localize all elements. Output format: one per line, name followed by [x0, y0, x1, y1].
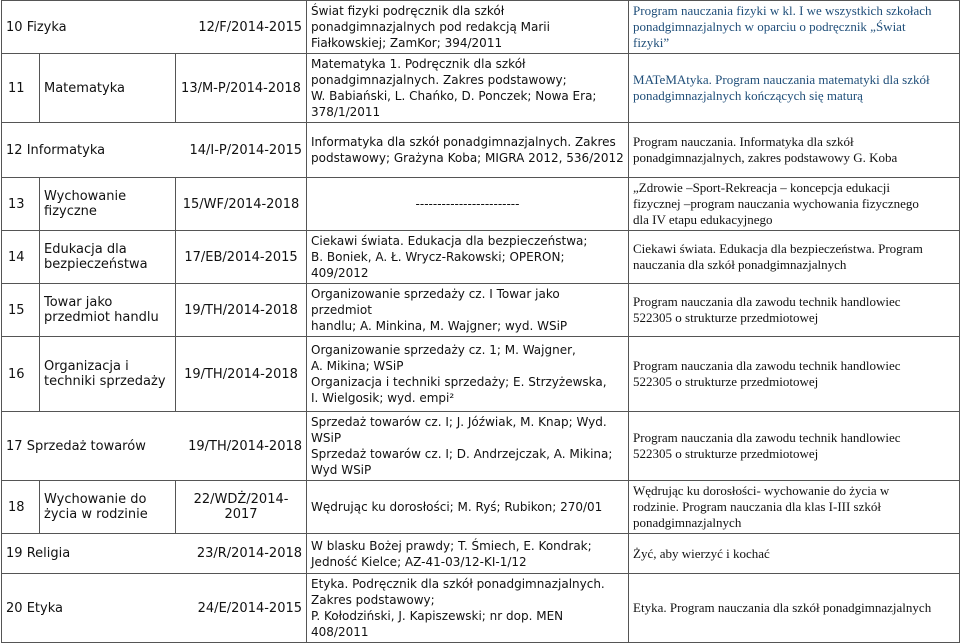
code-cell	[176, 54, 307, 123]
program-code: 19/TH/2014-2018	[184, 366, 298, 382]
textbook-line: 378/1/2011	[311, 105, 381, 119]
subject-name: Fizyka	[26, 19, 67, 35]
program-line: Program nauczania. Informatyka dla szkół	[633, 134, 854, 149]
textbook-line: Organizacja i techniki sprzedaży; E. Strzyżewska,	[311, 375, 607, 389]
row-number: 10	[6, 19, 23, 35]
textbook-line: Wyd WSiP	[311, 463, 372, 477]
row-number-cell	[2, 178, 40, 231]
textbook-line: Informatyka dla szkół ponadgimnazjalnych. Zakres	[311, 135, 616, 149]
table-row	[2, 481, 960, 534]
program-cell	[629, 284, 960, 337]
row-number: 16	[8, 366, 25, 382]
textbook-line: B. Boniek, A. Ł. Wrycz-Rakowski; OPERON; 409/2012	[311, 250, 565, 280]
row-number: 17	[6, 438, 23, 454]
textbook-cell	[307, 337, 629, 412]
table-row	[2, 284, 960, 337]
subject-cell	[2, 123, 307, 178]
textbook-line: Wędrując ku dorosłości; M. Ryś; Rubikon; 270/01	[311, 500, 603, 514]
program-cell	[629, 574, 960, 643]
textbook-cell	[307, 574, 629, 643]
subject-cell	[40, 54, 176, 123]
table-body	[2, 1, 960, 643]
textbook-cell	[307, 481, 629, 534]
table-row	[2, 54, 960, 123]
table-row	[2, 574, 960, 643]
program-line: Ciekawi świata. Edukacja dla bezpieczeństwa. Program	[633, 241, 923, 256]
program-cell	[629, 178, 960, 231]
textbook-line: Matematyka 1. Podręcznik dla szkół	[311, 57, 526, 71]
program-line: Etyka. Program nauczania dla szkół ponadgimnazjalnych	[633, 600, 932, 615]
subject-cell	[40, 178, 176, 231]
row-number: 11	[8, 80, 25, 96]
program-line: 522305 o strukturze przedmiotowej	[633, 310, 819, 325]
program-cell	[629, 54, 960, 123]
program-code: 14/I-P/2014-2015	[189, 142, 303, 158]
subject-cell	[40, 337, 176, 412]
program-cell	[629, 534, 960, 574]
program-line: rodzinie. Program nauczania dla klas I-III szkół	[633, 499, 881, 514]
row-number: 14	[8, 249, 25, 265]
program-line: 522305 o strukturze przedmiotowej	[633, 446, 819, 461]
subject-name: Wychowanie fizyczne	[44, 189, 127, 219]
row-number: 20	[6, 600, 23, 616]
row-number: 13	[8, 196, 25, 212]
subject-name: Wychowanie do życia w rodzinie	[44, 492, 148, 522]
textbook-cell	[307, 534, 629, 574]
textbook-line: Organizowanie sprzedaży cz. I Towar jako przedmiot	[311, 287, 560, 317]
subject-name: Towar jako przedmiot handlu	[44, 295, 159, 325]
table-row	[2, 412, 960, 481]
program-code: 22/WDŻ/2014-2017	[193, 492, 289, 522]
program-line: fizycznej –program nauczania wychowania fizycznego	[633, 196, 919, 211]
textbook-line: ponadgimnazjalnych. Zakres podstawowy;	[311, 73, 567, 87]
textbook-line: Fiałkowskiej; ZamKor; 394/2011	[311, 36, 503, 50]
program-line: „Zdrowie –Sport-Rekreacja – koncepcja edukacji	[633, 180, 891, 195]
textbook-line: A. Mikina; WSiP	[311, 359, 404, 373]
subject-name: Matematyka	[44, 80, 125, 96]
subject-name: Informatyka	[26, 142, 106, 158]
program-cell	[629, 123, 960, 178]
subject-name: Religia	[26, 546, 71, 561]
program-line: ponadgimnazjalnych w oparciu o podręcznik „Świat	[633, 19, 906, 34]
row-number: 12	[6, 142, 23, 158]
subject-cell	[40, 284, 176, 337]
program-cell	[629, 412, 960, 481]
textbook-cell	[307, 284, 629, 337]
program-line: ponadgimnazjalnych, zakres podstawowy G. Koba	[633, 150, 898, 165]
row-number-cell	[2, 337, 40, 412]
program-code: 24/E/2014-2015	[197, 600, 303, 616]
table-row	[2, 123, 960, 178]
program-cell	[629, 1, 960, 54]
program-line: ponadgimnazjalnych kończących się maturą	[633, 88, 863, 103]
program-code: 15/WF/2014-2018	[182, 196, 300, 212]
textbook-line: WSiP	[311, 431, 342, 445]
program-line: Program nauczania fizyki w kl. I we wszystkich szkołach	[633, 3, 932, 18]
program-line: Wędrując ku dorosłości- wychowanie do życia w	[633, 483, 890, 498]
program-code: 23/R/2014-2018	[196, 546, 303, 561]
subject-cell	[2, 574, 307, 643]
textbook-line: Sprzedaż towarów cz. I; J. Jóźwiak, M. Knap; Wyd.	[311, 415, 607, 429]
textbook-cell	[307, 1, 629, 54]
table-row	[2, 337, 960, 412]
program-cell	[629, 481, 960, 534]
table-row	[2, 231, 960, 284]
textbook-line: ponadgimnazjalnych pod redakcją Marii	[311, 20, 550, 34]
program-code: 19/TH/2014-2018	[184, 302, 298, 318]
textbook-line: Jedność Kielce; AZ-41-03/12-KI-1/12	[311, 554, 527, 569]
program-line: Program nauczania dla zawodu technik handlowiec	[633, 430, 901, 445]
row-number-cell	[2, 231, 40, 284]
subject-cell	[2, 1, 307, 54]
textbook-line: Etyka. Podręcznik dla szkół ponadgimnazjalnych.	[311, 577, 605, 591]
subject-name: Etyka	[26, 600, 63, 616]
program-line: Żyć, aby wierzyć i kochać	[633, 545, 770, 561]
row-number: 15	[8, 302, 25, 318]
textbook-line: podstawowy; Grażyna Koba; MIGRA 2012, 536/2012	[311, 151, 624, 165]
code-cell	[176, 231, 307, 284]
program-code: 17/EB/2014-2015	[184, 249, 298, 265]
textbook-line: W blasku Bożej prawdy; T. Śmiech, E. Kondrak;	[311, 538, 592, 553]
table-row	[2, 1, 960, 54]
textbook-line: W. Babiański, L. Chańko, D. Ponczek; Nowa Era;	[311, 89, 597, 103]
subject-name: Sprzedaż towarów	[26, 438, 146, 454]
textbook-line: Świat fizyki podręcznik dla szkół	[311, 4, 505, 18]
code-cell	[176, 178, 307, 231]
textbook-line: handlu; A. Minkina, M. Wajgner; wyd. WSiP	[311, 319, 568, 333]
textbook-cell	[307, 178, 629, 231]
program-line: fizyki”	[633, 35, 670, 50]
program-cell	[629, 337, 960, 412]
textbook-line: I. Wielgosik; wyd. empi²	[311, 391, 455, 405]
textbook-cell	[307, 412, 629, 481]
curriculum-table	[1, 0, 960, 643]
program-line: MATeMAtyka. Program nauczania matematyki dla szkół	[633, 72, 930, 87]
program-line: ponadgimnazjalnych	[633, 515, 742, 530]
subject-name: Organizacja i techniki sprzedaży	[44, 359, 166, 389]
textbook-cell	[307, 231, 629, 284]
row-number-cell	[2, 54, 40, 123]
code-cell	[176, 284, 307, 337]
row-number-cell	[2, 481, 40, 534]
table-row	[2, 178, 960, 231]
program-line: dla IV etapu edukacyjnego	[633, 212, 773, 227]
program-code: 12/F/2014-2015	[198, 19, 303, 35]
subject-cell	[2, 412, 307, 481]
textbook-cell	[307, 54, 629, 123]
code-cell	[176, 481, 307, 534]
textbook-line: P. Kołodziński, J. Kapiszewski; nr dop. MEN 408/2011	[311, 609, 564, 639]
subject-cell	[40, 231, 176, 284]
subject-name: Edukacja dla bezpieczeństwa	[44, 242, 148, 272]
code-cell	[176, 337, 307, 412]
program-code: 19/TH/2014-2018	[188, 438, 303, 454]
subject-cell	[40, 481, 176, 534]
row-number: 18	[8, 499, 25, 515]
textbook-line: Zakres podstawowy;	[311, 593, 435, 607]
table-row	[2, 534, 960, 574]
textbook-line: Sprzedaż towarów cz. I; D. Andrzejczak, A. Mikina;	[311, 447, 613, 461]
program-cell	[629, 231, 960, 284]
program-code: 13/M-P/2014-2018	[181, 80, 301, 96]
row-number-cell	[2, 284, 40, 337]
program-line: Program nauczania dla zawodu technik handlowiec	[633, 294, 901, 309]
textbook-line: Organizowanie sprzedaży cz. 1; M. Wajgner,	[311, 343, 576, 357]
program-line: Program nauczania dla zawodu technik handlowiec	[633, 358, 901, 373]
program-line: 522305 o strukturze przedmiotowej	[633, 374, 819, 389]
subject-cell	[2, 534, 307, 574]
textbook-cell	[307, 123, 629, 178]
textbook-line: ------------------------	[415, 197, 520, 211]
program-line: nauczania dla szkół ponadgimnazjalnych	[633, 257, 847, 272]
row-number: 19	[6, 546, 23, 561]
textbook-line: Ciekawi świata. Edukacja dla bezpieczeństwa;	[311, 234, 588, 248]
